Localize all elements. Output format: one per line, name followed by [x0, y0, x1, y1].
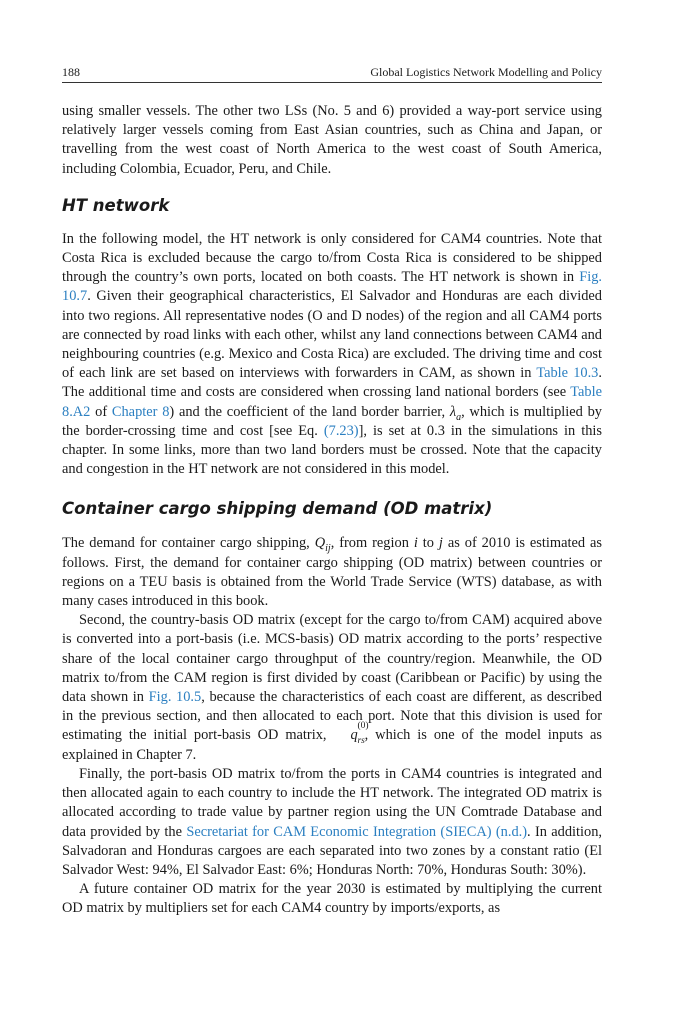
section-heading-od-matrix: Container cargo shipping demand (OD matrix)	[62, 499, 493, 519]
paragraph-od-3: Finally, the port-basis OD matrix to/from the ports in CAM4 countries is integrated and then allocated again to each country to include the HT network. The integrated OD matrix is allocated according to trade value by partner region using the UN Comtrade Database and data provided by the Secretariat for CAM Economic Integration (SIECA) (n.d.). In addition, Salvadoran and Honduras cargoes are each separated into two zones by a constant ratio (El Salvador West: 94%, El Salvador East: 6%; Honduras North: 70%, Honduras South: 30%).	[62, 765, 603, 878]
lambda-symbol: $\lambda_a$	[449, 403, 462, 423]
paragraph-od-1: The demand for container cargo shipping, $Q_{ij}$, from region i to j as of 2010 is estimated as follows. First, the demand for container cargo shipping (OD matrix) between countries or regions on a TEU basis is obtained from the World Trade Service (WTS) database, as with many cases introduced in this book.	[62, 535, 602, 610]
link-fig-10-7[interactable]: Fig. 10.7	[62, 269, 602, 305]
link-table-10-3[interactable]: Table 10.3	[536, 365, 599, 382]
link-table-8-a2[interactable]: Table 8.A2	[62, 384, 602, 420]
link-eq-7-23[interactable]: (7.23)	[323, 422, 359, 439]
paragraph-od-4: A future container OD matrix for the year 2030 is estimated by multiplying the current OD matrix by multipliers set for each CAM4 country by imports/exports, as	[62, 881, 602, 917]
q-rs-symbol: q (0) rs	[350, 721, 369, 747]
link-chapter-8[interactable]: Chapter 8	[111, 403, 170, 420]
q-ij-symbol: $Q_{ij}$	[314, 535, 331, 555]
page-body	[62, 102, 602, 919]
link-sieca[interactable]: Secretariat for CAM Economic Integration (SIECA) (n.d.)	[186, 823, 528, 840]
paragraph-continued: using smaller vessels. The other two LSs (No. 5 and 6) provided a way-port service using relatively larger vessels coming from East Asian countries, such as China and Japan, or travelling from the west coast of North America to the west coast of South America, including Colombia, Ecuador, Peru, and Chile.	[62, 103, 602, 177]
link-fig-10-5[interactable]: Fig. 10.5	[148, 689, 202, 706]
paragraph-od-2: Second, the country-basis OD matrix (except for the cargo to/from CAM) acquired above is converted into a port-basis (i.e. MCS-basis) OD matrix according to the ports’ respective share of the local container cargo throughput of the country/region. Meanwhile, the OD matrix to/from the CAM region is first divided by coast (Caribbean or Pacific) by using the data shown in Fig. 10.5, because the characteristics of each coast are different, as described in the previous section, and then allocated to each port. Note that this division is used for estimating the initial port-basis OD matrix, q (0) rs , which is one of the model inputs as explained in Chapter 7.	[62, 612, 602, 763]
running-header	[62, 64, 602, 83]
book-title: Global Logistics Network Modelling and Policy	[370, 65, 602, 79]
paragraph-ht-network: In the following model, the HT network is only considered for CAM4 countries. Note that Costa Rica is excluded because the cargo to/from Costa Rica is considered to be shipped through the country’s own ports, located on both coasts. The HT network is shown in Fig. 10.7. Given their geographical characteristics, El Salvador and Honduras are each divided into two regions. All representative nodes (O and D nodes) of the region and all CAM4 ports are connected by road links with each other, whilst any land connections between CAM4 and neighbouring countries (e.g. Mexico and Costa Rica) are excluded. The driving time and cost of each link are set based on interviews with forwarders in CAM, as shown in Table 10.3. The additional time and costs are considered when crossing land national borders (see Table 8.A2 of Chapter 8) and the coefficient of the land border barrier, $\lambda_a$, which is multiplied by the border-crossing time and cost [see Eq. (7.23)], is set at 0.3 in the simulations in this chapter. In some links, more than two land borders must be crossed. Note that the capacity and congestion in the HT network are not considered in this model.	[62, 230, 602, 478]
section-heading-ht-network: HT network	[62, 195, 170, 215]
page-number: 188	[62, 65, 80, 79]
